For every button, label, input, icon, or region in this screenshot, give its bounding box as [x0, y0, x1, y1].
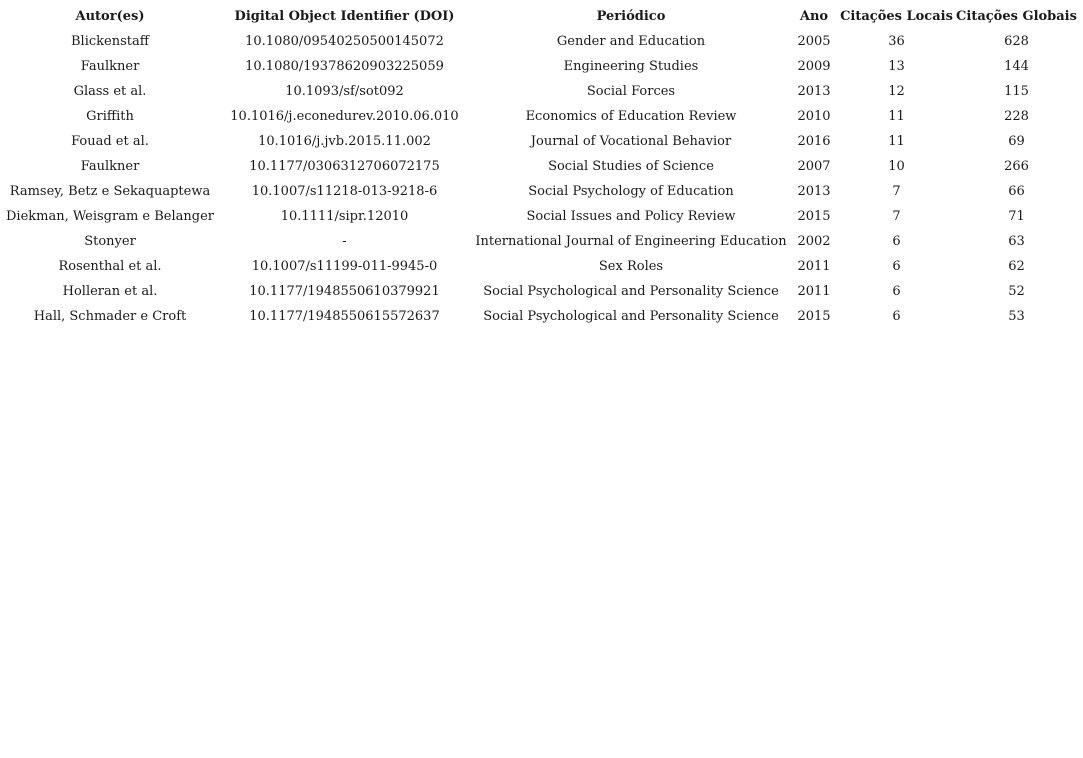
- cell-citacoes-locais: 36: [888, 34, 905, 49]
- cell-doi: 10.1016/j.jvb.2015.11.002: [258, 134, 431, 149]
- cell-periodico: Engineering Studies: [563, 59, 699, 74]
- table-row: [4, 79, 1079, 104]
- cell-doi: 10.1177/1948550610379921: [249, 284, 440, 299]
- table-row: [4, 104, 1079, 129]
- cell-citacoes-globais: 63: [1008, 234, 1025, 249]
- cell-citacoes-globais: 53: [1008, 309, 1025, 324]
- cell-citacoes-globais: 52: [1008, 284, 1025, 299]
- cell-periodico: Sex Roles: [598, 259, 664, 274]
- cell-citacoes-globais: 69: [1008, 134, 1025, 149]
- cell-periodico: International Journal of Engineering Education: [475, 234, 787, 249]
- cell-citacoes-locais: 7: [892, 184, 901, 199]
- cell-ano: 2016: [797, 134, 831, 149]
- cell-autor: Blickenstaff: [71, 34, 149, 49]
- cell-autor: Glass et al.: [73, 84, 147, 99]
- cell-citacoes-globais: 115: [1004, 84, 1029, 99]
- cell-doi: 10.1111/sipr.12010: [280, 209, 409, 224]
- table-row: [4, 304, 1079, 329]
- cell-citacoes-globais: 628: [1004, 34, 1029, 49]
- cell-ano: 2013: [797, 184, 831, 199]
- cell-ano: 2015: [797, 309, 831, 324]
- cell-autor: Diekman, Weisgram e Belanger: [5, 209, 215, 224]
- cell-periodico: Social Issues and Policy Review: [526, 209, 736, 224]
- table-row: [4, 279, 1079, 304]
- header-citacoes-locais: Citações Locais: [840, 9, 953, 24]
- cell-ano: 2015: [797, 209, 831, 224]
- cell-citacoes-locais: 11: [888, 109, 905, 124]
- cell-periodico: Social Psychological and Personality Science: [483, 284, 779, 299]
- header-citacoes-globais: Citações Globais: [956, 9, 1077, 24]
- table-row: [4, 54, 1079, 79]
- cell-citacoes-locais: 6: [892, 284, 901, 299]
- cell-autor: Holleran et al.: [62, 284, 158, 299]
- cell-ano: 2011: [797, 284, 831, 299]
- cell-doi: 10.1093/sf/sot092: [285, 84, 404, 99]
- cell-citacoes-locais: 6: [892, 234, 901, 249]
- cell-doi: 10.1007/s11218-013-9218-6: [251, 184, 438, 199]
- cell-autor: Ramsey, Betz e Sekaquaptewa: [9, 184, 211, 199]
- header-autor: Autor(es): [75, 9, 145, 24]
- cell-doi: 10.1007/s11199-011-9945-0: [251, 259, 438, 274]
- cell-citacoes-locais: 7: [892, 209, 901, 224]
- cell-citacoes-globais: 144: [1004, 59, 1029, 74]
- cell-periodico: Social Psychological and Personality Science: [483, 309, 779, 324]
- cell-citacoes-locais: 10: [888, 159, 905, 174]
- table-row: [4, 179, 1079, 204]
- cell-doi: 10.1177/0306312706072175: [249, 159, 440, 174]
- cell-autor: Griffith: [86, 109, 134, 124]
- cell-citacoes-globais: 228: [1004, 109, 1029, 124]
- cell-periodico: Economics of Education Review: [525, 109, 737, 124]
- table-row: [4, 154, 1079, 179]
- cell-doi: 10.1177/1948550615572637: [249, 309, 440, 324]
- cell-doi: 10.1080/19378620903225059: [245, 59, 444, 74]
- cell-autor: Hall, Schmader e Croft: [33, 309, 187, 324]
- table-body: [4, 29, 1079, 329]
- cell-citacoes-globais: 71: [1008, 209, 1025, 224]
- cell-ano: 2010: [797, 109, 831, 124]
- cell-autor: Faulkner: [80, 59, 140, 74]
- cell-ano: 2009: [797, 59, 831, 74]
- cell-citacoes-locais: 6: [892, 309, 901, 324]
- cell-doi: -: [342, 234, 347, 249]
- cell-ano: 2011: [797, 259, 831, 274]
- cell-doi: 10.1016/j.econedurev.2010.06.010: [230, 109, 459, 124]
- cell-citacoes-locais: 11: [888, 134, 905, 149]
- cell-ano: 2002: [797, 234, 831, 249]
- table-header: [4, 4, 1079, 29]
- cell-periodico: Social Psychology of Education: [528, 184, 734, 199]
- table-row: [4, 29, 1079, 54]
- table-row: [4, 129, 1079, 154]
- cell-autor: Stonyer: [84, 234, 136, 249]
- header-periodico: Periódico: [596, 9, 666, 24]
- cell-periodico: Journal of Vocational Behavior: [530, 134, 732, 149]
- table-row: [4, 229, 1079, 254]
- cell-ano: 2013: [797, 84, 831, 99]
- cell-citacoes-globais: 62: [1008, 259, 1025, 274]
- cell-autor: Faulkner: [80, 159, 140, 174]
- cell-ano: 2007: [797, 159, 831, 174]
- cell-autor: Fouad et al.: [71, 134, 149, 149]
- cell-doi: 10.1080/09540250500145072: [245, 34, 444, 49]
- cell-citacoes-globais: 266: [1004, 159, 1029, 174]
- cell-citacoes-locais: 12: [888, 84, 905, 99]
- table-row: [4, 204, 1079, 229]
- header-row: [4, 4, 1079, 29]
- table-row: [4, 254, 1079, 279]
- cell-periodico: Social Studies of Science: [548, 159, 714, 174]
- cell-autor: Rosenthal et al.: [58, 259, 162, 274]
- cell-periodico: Social Forces: [586, 84, 676, 99]
- cell-periodico: Gender and Education: [556, 34, 706, 49]
- cell-citacoes-globais: 66: [1008, 184, 1025, 199]
- header-ano: Ano: [799, 9, 829, 24]
- citations-table: [4, 4, 1079, 329]
- header-doi: Digital Object Identifier (DOI): [234, 9, 455, 24]
- cell-citacoes-locais: 6: [892, 259, 901, 274]
- cell-ano: 2005: [797, 34, 831, 49]
- cell-citacoes-locais: 13: [888, 59, 905, 74]
